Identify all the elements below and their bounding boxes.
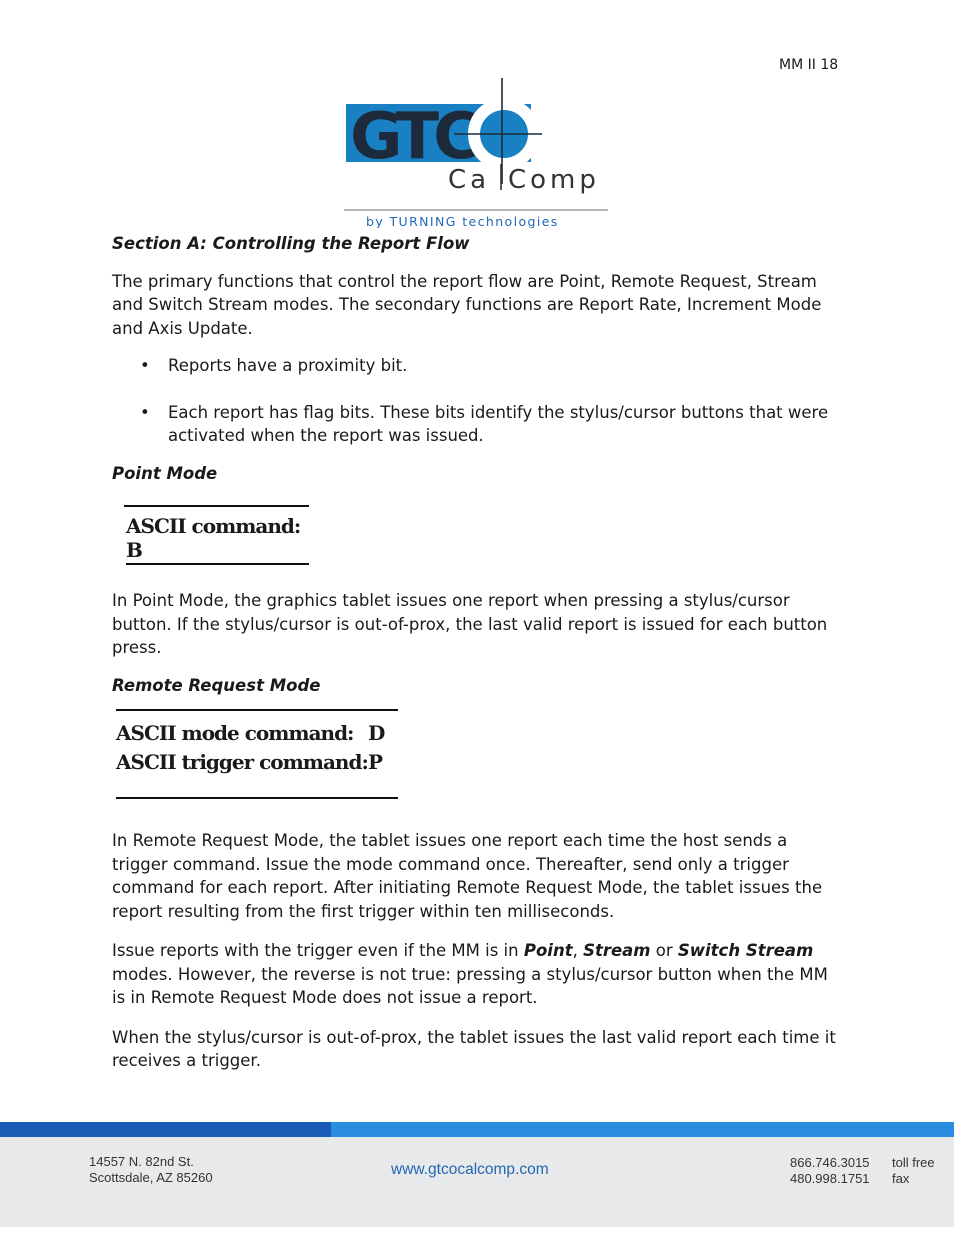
logo-brand-part2: Comp	[508, 165, 600, 195]
address-line-1: 14557 N. 82nd St.	[89, 1154, 194, 1169]
footer-color-bar	[0, 1122, 954, 1137]
bullet-item: • Reports have a proximity bit.	[112, 354, 842, 378]
footer	[0, 1137, 954, 1227]
point-mode-description: In Point Mode, the graphics tablet issues one report when pressing a stylus/cursor button. If the stylus/cursor is out-of-prox, the last valid report is issued for each button press.	[112, 591, 828, 657]
remote-mode-paragraph-1: In Remote Request Mode, the tablet issues one report each time the host sends a trigger command. Issue the mode command once. Thereafter, send only a trigger command for each report. After initiating Remote Request Mode, the tablet issues the report resulting from the first trigger within ten milliseconds.	[112, 831, 823, 921]
remote-mode-command-value: D	[368, 721, 385, 745]
bullet-list	[112, 354, 842, 448]
remote-trigger-command-label: ASCII trigger command:	[116, 750, 368, 774]
main-content	[112, 232, 842, 1073]
phone-fax: 480.998.1751	[790, 1171, 870, 1186]
gtco-calcomp-logo	[344, 78, 614, 228]
logo-tagline: by TURNING technologies	[366, 214, 559, 228]
remote-mode-command-box	[112, 697, 412, 827]
footer-phones	[790, 1155, 870, 1187]
point-ascii-command: ASCII command: B	[126, 514, 301, 562]
remote-mode-heading: Remote Request Mode	[112, 675, 321, 695]
logo-letters: GTC	[350, 100, 475, 174]
remote-trigger-command-value: P	[368, 750, 383, 774]
point-mode-heading: Point Mode	[112, 463, 218, 483]
emphasis-stream: Stream	[583, 941, 651, 960]
phone-toll-free: 866.746.3015	[790, 1155, 870, 1170]
intro-paragraph: The primary functions that control the report flow are Point, Remote Request, Stream and Switch Stream modes. The secondary functions are Report Rate, Increment Mode and Axis Update.	[112, 271, 822, 338]
rule-bottom	[116, 797, 398, 799]
page-number: MM II 18	[779, 57, 839, 73]
footer-address	[89, 1154, 213, 1186]
footer-website-link[interactable]: www.gtcocalcomp.com	[391, 1161, 549, 1178]
remote-mode-command-label: ASCII mode command:	[116, 721, 354, 745]
footer-phone-labels	[892, 1155, 935, 1187]
emphasis-point: Point	[523, 941, 573, 960]
rule-top	[116, 709, 398, 711]
remote-mode-paragraph-2: Issue reports with the trigger even if the MM is in Point, Stream or Switch Stream modes. However, the reverse is not true: pressing a stylus/cursor button when the MM is in Remote Request Mode does not issue a report.	[112, 941, 828, 1007]
label-fax: fax	[892, 1171, 910, 1186]
bullet-item: • Each report has flag bits. These bits identify the stylus/cursor buttons that were activated when the report was issued.	[112, 401, 842, 448]
logo-brand-part1: Ca	[448, 165, 491, 195]
emphasis-switch-stream: Switch Stream	[677, 941, 814, 960]
point-mode-command-box	[112, 485, 312, 581]
remote-mode-paragraph-3: When the stylus/cursor is out-of-prox, the tablet issues the last valid report each time it receives a trigger.	[112, 1027, 836, 1070]
rule-bottom	[126, 563, 309, 565]
section-title: Section A: Controlling the Report Flow	[112, 234, 470, 253]
rule-top	[124, 505, 309, 507]
label-toll-free: toll free	[892, 1155, 935, 1170]
address-line-2: Scottsdale, AZ 85260	[89, 1170, 213, 1185]
